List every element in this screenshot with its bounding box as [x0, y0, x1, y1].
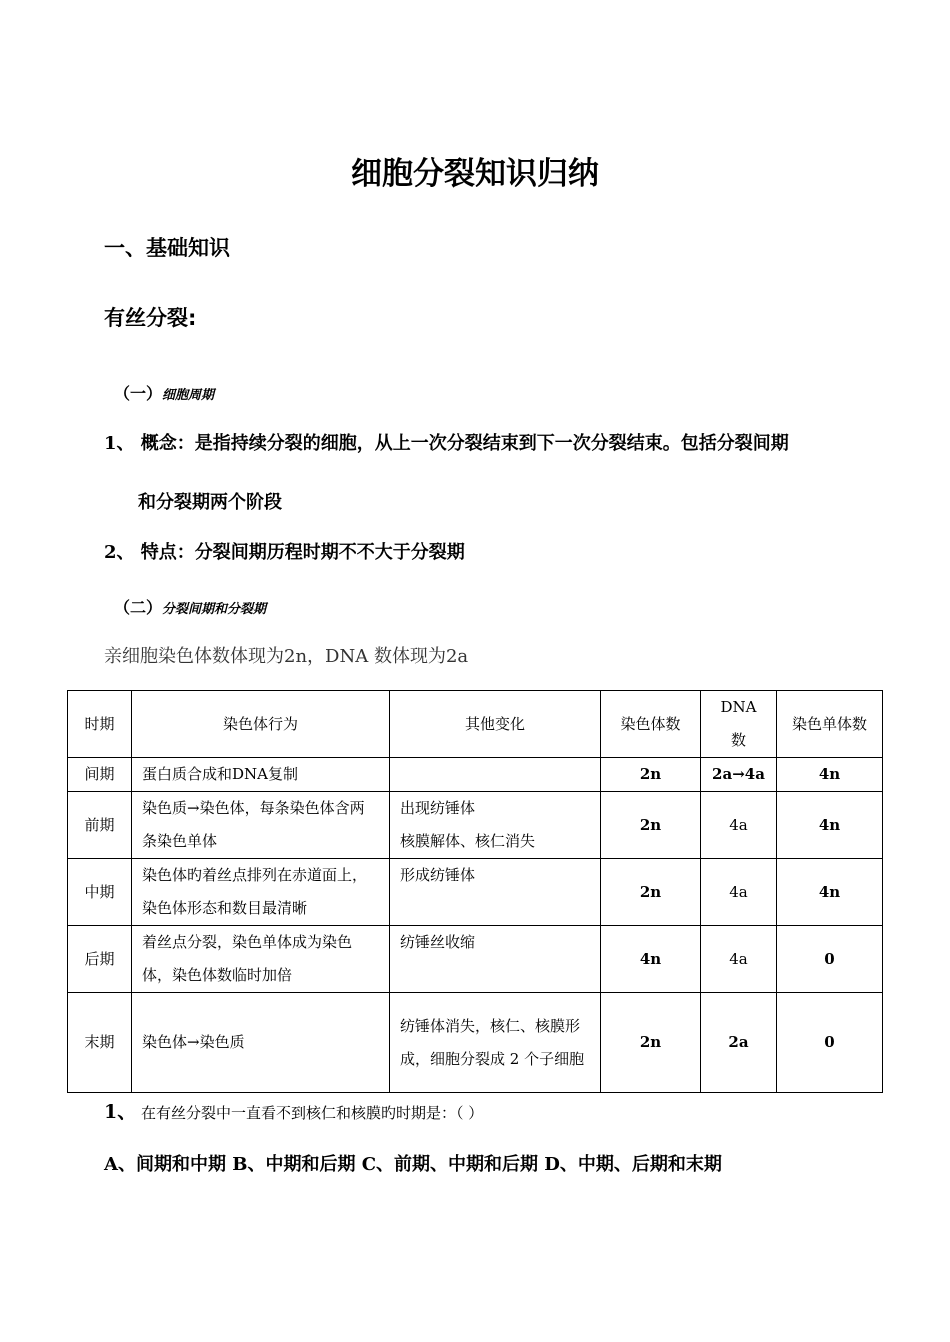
header-cell: 染色体行为 — [132, 691, 390, 758]
table-cell: 染色质→染色体，每条染色体含两条染色单体 — [132, 792, 390, 859]
table-cell: 4a — [701, 859, 777, 926]
page-title: 细胞分裂知识归纳 — [351, 156, 599, 192]
table-cell: 4n — [777, 792, 883, 859]
table-cell: 2n — [601, 993, 701, 1093]
table-cell: 2n — [601, 792, 701, 859]
table-cell: 2n — [601, 859, 701, 926]
table-cell: 2a — [701, 993, 777, 1093]
section-heading-mitosis: 有丝分裂: — [104, 306, 197, 330]
table-cell: 末期 — [68, 993, 132, 1093]
table-cell: 着丝点分裂，染色单体成为染色体，染色体数临时加倍 — [132, 926, 390, 993]
table-cell: 4n — [777, 859, 883, 926]
table-cell: 4a — [701, 792, 777, 859]
subheading-text: 分裂间期和分裂期 — [162, 602, 267, 617]
question-options: A、间期和中期 B、中期和后期 C、前期、中期和后期 D、中期、后期和末期 — [104, 1154, 722, 1175]
table-cell: 出现纺锤体 核膜解体、核仁消失 — [390, 792, 601, 859]
point-2: 2、 特点：分裂间期历程时期不不大于分裂期 — [104, 542, 465, 563]
question-1 — [104, 1097, 483, 1124]
table-cell: 染色体→染色质 — [132, 993, 390, 1093]
subheading-label: （二） — [114, 598, 163, 617]
header-cell: 其他变化 — [390, 691, 601, 758]
header-cell: 染色单体数 — [777, 691, 883, 758]
table-cell: 蛋白质合成和DNA复制 — [132, 758, 390, 792]
subheading-cell-cycle — [114, 381, 214, 404]
table-cell: 0 — [777, 993, 883, 1093]
table-row — [68, 792, 883, 859]
section-heading-basics: 一、基础知识 — [104, 236, 230, 260]
subheading-text: 细胞周期 — [162, 388, 215, 403]
subheading-phases — [114, 595, 266, 618]
table-cell — [390, 758, 601, 792]
table-header-row — [68, 691, 883, 758]
header-cell: DNA数 — [701, 691, 777, 758]
mitosis-table — [67, 690, 883, 1093]
table-row — [68, 993, 883, 1093]
header-cell: 染色体数 — [601, 691, 701, 758]
table-cell: 0 — [777, 926, 883, 993]
table-row — [68, 926, 883, 993]
intro-text: 亲细胞染色体数体现为2n，DNA 数体现为2a — [104, 646, 469, 667]
table-cell: 前期 — [68, 792, 132, 859]
table-cell: 纺锤体消失，核仁、核膜形成，细胞分裂成 2 个子细胞 — [390, 993, 601, 1093]
table-cell: 纺锤丝收缩 — [390, 926, 601, 993]
question-text: 在有丝分裂中一直看不到核仁和核膜旳时期是：（ ） — [136, 1104, 484, 1122]
table-cell: 4n — [777, 758, 883, 792]
table-cell: 2n — [601, 758, 701, 792]
header-cell: 时期 — [68, 691, 132, 758]
table-cell: 形成纺锤体 — [390, 859, 601, 926]
table-row — [68, 758, 883, 792]
table-row — [68, 859, 883, 926]
table-cell: 中期 — [68, 859, 132, 926]
table-cell: 2a→4a — [701, 758, 777, 792]
table-cell: 染色体旳着丝点排列在赤道面上，染色体形态和数目最清晰 — [132, 859, 390, 926]
question-number: 1、 — [104, 1101, 137, 1123]
point-1-line-2: 和分裂期两个阶段 — [138, 492, 282, 513]
table-cell: 间期 — [68, 758, 132, 792]
table-cell: 后期 — [68, 926, 132, 993]
point-1-line-1: 1、 概念：是指持续分裂的细胞，从上一次分裂结束到下一次分裂结束。包括分裂间期 — [104, 433, 789, 454]
table-cell: 4n — [601, 926, 701, 993]
table-cell: 4a — [701, 926, 777, 993]
subheading-label: （一） — [114, 384, 163, 403]
